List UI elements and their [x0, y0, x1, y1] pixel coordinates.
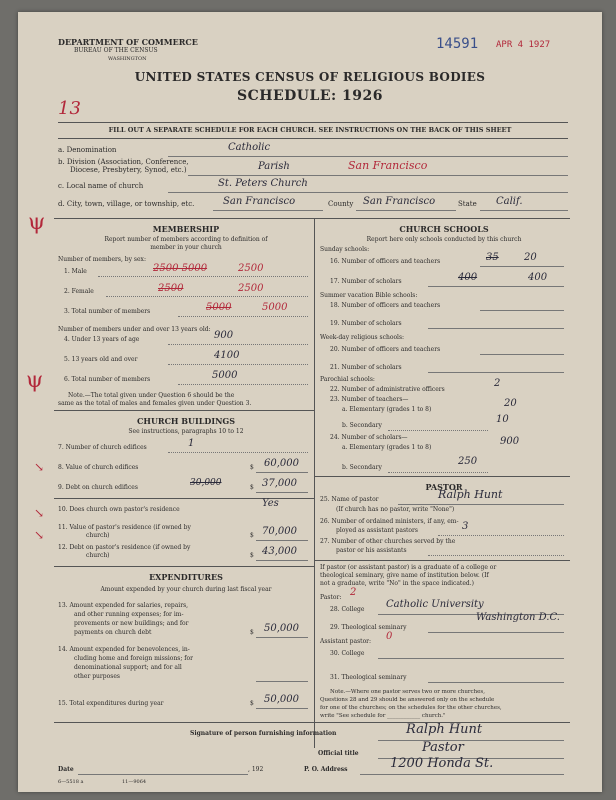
graduate-instruction-l3: not a graduate, write "No" in the space indicated.)	[320, 580, 474, 587]
over-13-label: 5. 13 years old and over	[64, 356, 138, 363]
male-value: 2500	[238, 263, 264, 274]
assistant-pastor-subheading: Assistant pastor:	[320, 638, 372, 645]
dollar-sign-2: $	[250, 484, 254, 491]
edifice-debt-value: 37,000	[262, 478, 297, 489]
form-title: UNITED STATES CENSUS OF RELIGIOUS BODIES	[134, 70, 486, 84]
sunday-scholars-struck: 400	[458, 272, 478, 283]
denomination-label: a. Denomination	[58, 146, 117, 154]
summer-schools-heading: Summer vacation Bible schools:	[320, 292, 418, 299]
pastor-note-l1: Note.—Where one pastor serves two or more churches,	[330, 689, 486, 695]
pastor-name-value: Ralph Hunt	[438, 488, 503, 501]
bureau-name: BUREAU OF THE CENSUS	[74, 47, 158, 54]
over-13-value: 4100	[214, 350, 240, 361]
graduate-instruction-l1: If pastor (or assistant pastor) is a graduate of a college or	[320, 564, 497, 571]
scholars-heading: 24. Number of scholars—	[330, 434, 408, 441]
denomination-value: Catholic	[228, 142, 271, 153]
total-members-2-value: 5000	[212, 370, 238, 381]
received-stamp-date: APR 4 1927	[496, 40, 551, 50]
po-address-value: 1200 Honda St.	[390, 756, 494, 771]
expenditures-heading: EXPENDITURES	[149, 572, 223, 582]
print-number: 11—9064	[122, 779, 147, 785]
running-expenses-l1: 13. Amount expended for salaries, repairs,	[58, 602, 189, 609]
other-churches-l1: 27. Number of other churches served by the	[320, 538, 456, 545]
po-address-label: P. O. Address	[304, 766, 348, 773]
county-value: San Francisco	[363, 196, 436, 207]
local-name-value: St. Peters Church	[218, 178, 308, 189]
sunday-teachers-struck: 35	[486, 252, 499, 263]
male-struck-value: 2500 5000	[153, 263, 208, 274]
assistant-ministers-l2: ployed as assistant pastors	[336, 527, 418, 534]
summer-scholars-label: 19. Number of scholars	[330, 320, 402, 327]
dollar-sign: $	[250, 464, 254, 471]
date-label: Date	[58, 766, 74, 773]
parochial-heading: Parochial schools:	[320, 376, 375, 383]
division-value-annotation: San Francisco	[348, 159, 428, 172]
total-members-label: 3. Total number of members	[64, 308, 151, 315]
sunday-scholars-label: 17. Number of scholars	[330, 278, 402, 285]
residence-debt-value: 43,000	[262, 546, 297, 557]
assistant-seminary-label: 31. Theological seminary	[330, 674, 407, 681]
state-label: State	[458, 200, 477, 208]
residence-debt-label-2: church)	[86, 552, 110, 559]
female-struck-value: 2500	[158, 283, 184, 294]
pastor-note-l2: Questions 28 and 29 should be answered only on the schedule	[320, 697, 495, 703]
owns-residence-label: 10. Does church own pastor's residence	[58, 506, 180, 513]
instruction-line: FILL OUT A SEPARATE SCHEDULE FOR EACH CHURCH. SEE INSTRUCTIONS ON THE BACK OF THIS SHEET	[108, 126, 512, 134]
teachers-heading: 23. Number of teachers—	[330, 396, 409, 403]
department-name: DEPARTMENT OF COMMERCE	[58, 37, 198, 47]
edifices-value: 1	[188, 438, 195, 449]
elementary-teachers-value: 20	[504, 398, 517, 409]
dollar-sign-3: $	[250, 532, 254, 539]
dollar-sign-4: $	[250, 552, 254, 559]
pastor-note-l3: for one of the churches; on the schedules for the other churches,	[320, 705, 502, 711]
female-label: 2. Female	[64, 288, 94, 295]
received-stamp-number: 14591	[436, 36, 479, 52]
benevolences-l2: cluding home and foreign missions; for	[74, 655, 193, 662]
seminary-value: Washington D.C.	[476, 612, 560, 623]
dollar-sign-5: $	[250, 629, 254, 636]
total-expenditures-label: 15. Total expenditures during year	[58, 700, 164, 707]
graduate-instruction-l2: theological seminary, give name of institution below. (If	[320, 572, 489, 579]
total-members-2-label: 6. Total number of members	[64, 376, 151, 383]
weekday-schools-heading: Week-day religious schools:	[320, 334, 405, 341]
secondary-scholars-label: b. Secondary	[342, 464, 382, 471]
members-by-sex: Number of members, by sex:	[58, 256, 146, 263]
margin-tick-2: ↘	[34, 506, 45, 520]
pastor-count-annotation: 2	[350, 587, 357, 598]
corner-annotation: 13	[58, 98, 81, 119]
other-churches-l2: pastor or his assistants	[336, 547, 407, 554]
state-value: Calif.	[496, 196, 523, 207]
edifices-label: 7. Number of church edifices	[58, 444, 147, 451]
division-value: Parish	[258, 161, 290, 172]
signature-label: Signature of person furnishing information	[190, 730, 337, 737]
benevolences-l4: other purposes	[74, 673, 120, 680]
division-label: b. Division (Association, Conference,	[58, 158, 189, 166]
residence-debt-label: 12. Debt on pastor's residence (if owned by	[58, 544, 191, 551]
assistant-count-annotation: 0	[386, 631, 393, 642]
college-label: 28. College	[330, 606, 365, 613]
margin-check-mark-2: ψ	[26, 368, 44, 393]
running-expenses-l4: payments on church debt	[74, 629, 152, 636]
sunday-scholars-value: 400	[528, 272, 548, 283]
weekday-teachers-label: 20. Number of officers and teachers	[330, 346, 441, 353]
pastor-heading: PASTOR	[425, 482, 463, 492]
official-title-value: Pastor	[422, 740, 464, 755]
elementary-teachers-label: a. Elementary (grades 1 to 8)	[342, 406, 432, 413]
margin-tick-3: ↘	[34, 528, 45, 542]
edifice-debt-label: 9. Debt on church edifices	[58, 484, 138, 491]
membership-intro: Report number of members according to definition of	[104, 236, 268, 243]
membership-heading: MEMBERSHIP	[152, 224, 220, 234]
residence-value-label-2: church)	[86, 532, 110, 539]
benevolences-l3: denominational support; and for all	[74, 664, 182, 671]
secondary-teachers-label: b. Secondary	[342, 422, 382, 429]
margin-check-mark: ψ	[28, 210, 46, 235]
admin-officers-value: 2	[494, 378, 501, 389]
sunday-schools-heading: Sunday schools:	[320, 246, 370, 253]
schools-heading: CHURCH SCHOOLS	[399, 224, 489, 234]
secondary-teachers-value: 10	[496, 414, 509, 425]
edifice-value-label: 8. Value of church edifices	[58, 464, 139, 471]
elementary-scholars-value: 900	[500, 436, 520, 447]
local-name-label: c. Local name of church	[58, 182, 144, 190]
college-value: Catholic University	[386, 599, 484, 610]
total-struck-value: 5000	[206, 302, 232, 313]
under-13-value: 900	[214, 330, 234, 341]
margin-tick: ↘	[34, 460, 45, 474]
running-expenses-l2: and other running expenses; for im-	[74, 611, 184, 618]
census-schedule-form	[18, 12, 602, 792]
membership-note: Note.—The total given under Question 6 should be the	[68, 392, 235, 399]
pastor-name-label: 25. Name of pastor	[320, 496, 379, 503]
total-members-value: 5000	[262, 302, 288, 313]
male-label: 1. Male	[64, 268, 87, 275]
edifice-debt-struck: 30,000	[190, 478, 222, 488]
assistant-college-label: 30. College	[330, 650, 365, 657]
pastor-name-sub: (If church has no pastor, write "None")	[336, 506, 455, 513]
residence-value-label: 11. Value of pastor's residence (if owned by	[58, 524, 191, 531]
residence-value-value: 70,000	[262, 526, 297, 537]
sunday-teachers-value: 20	[524, 252, 537, 263]
city-label: d. City, town, village, or township, etc.	[58, 200, 195, 208]
assistant-ministers-l1: 26. Number of ordained ministers, if any, em-	[320, 518, 459, 525]
secondary-scholars-value: 250	[458, 456, 478, 467]
bureau-city: WASHINGTON	[108, 56, 147, 62]
running-expenses-value: 50,000	[264, 623, 299, 634]
buildings-subtitle: See instructions, paragraphs 10 to 12	[128, 428, 244, 435]
under-over-heading: Number of members under and over 13 years old:	[58, 326, 211, 333]
total-expenditures-value: 50,000	[264, 694, 299, 705]
elementary-scholars-label: a. Elementary (grades 1 to 8)	[342, 444, 432, 451]
assistant-ministers-value: 3	[462, 521, 469, 532]
dollar-sign-6: $	[250, 700, 254, 707]
city-value: San Francisco	[223, 196, 296, 207]
county-label: County	[328, 200, 354, 208]
official-title-label: Official title	[318, 750, 359, 757]
edifice-value-value: 60,000	[264, 458, 299, 469]
admin-officers-label: 22. Number of administrative officers	[330, 386, 445, 393]
schools-intro: Report here only schools conducted by this church	[366, 236, 522, 243]
membership-intro-2: member in your church	[150, 244, 222, 251]
division-label-2: Diocese, Presbytery, Synod, etc.)	[70, 166, 187, 174]
membership-note-2: same as the total of males and females given under Question 3.	[58, 400, 252, 407]
sunday-teachers-label: 16. Number of officers and teachers	[330, 258, 441, 265]
seminary-label: 29. Theological seminary	[330, 624, 407, 631]
signature-value: Ralph Hunt	[406, 722, 483, 737]
benevolences-l1: 14. Amount expended for benevolences, in-	[58, 646, 190, 653]
form-number: 6—5518 a	[58, 779, 84, 785]
schedule-title: SCHEDULE: 1926	[236, 88, 384, 104]
weekday-scholars-label: 21. Number of scholars	[330, 364, 402, 371]
pastor-subheading: Pastor:	[320, 594, 342, 601]
buildings-heading: CHURCH BUILDINGS	[137, 416, 235, 426]
running-expenses-l3: provements or new buildings; and for	[74, 620, 189, 627]
expenditures-intro: Amount expended by your church during last fiscal year	[100, 586, 272, 593]
summer-teachers-label: 18. Number of officers and teachers	[330, 302, 441, 309]
under-13-label: 4. Under 13 years of age	[64, 336, 140, 343]
pastor-note-l4: write "See schedule for ____________ church."	[320, 713, 446, 719]
female-value: 2500	[238, 283, 264, 294]
date-year: , 192	[248, 766, 264, 773]
owns-residence-value: Yes	[262, 498, 279, 509]
